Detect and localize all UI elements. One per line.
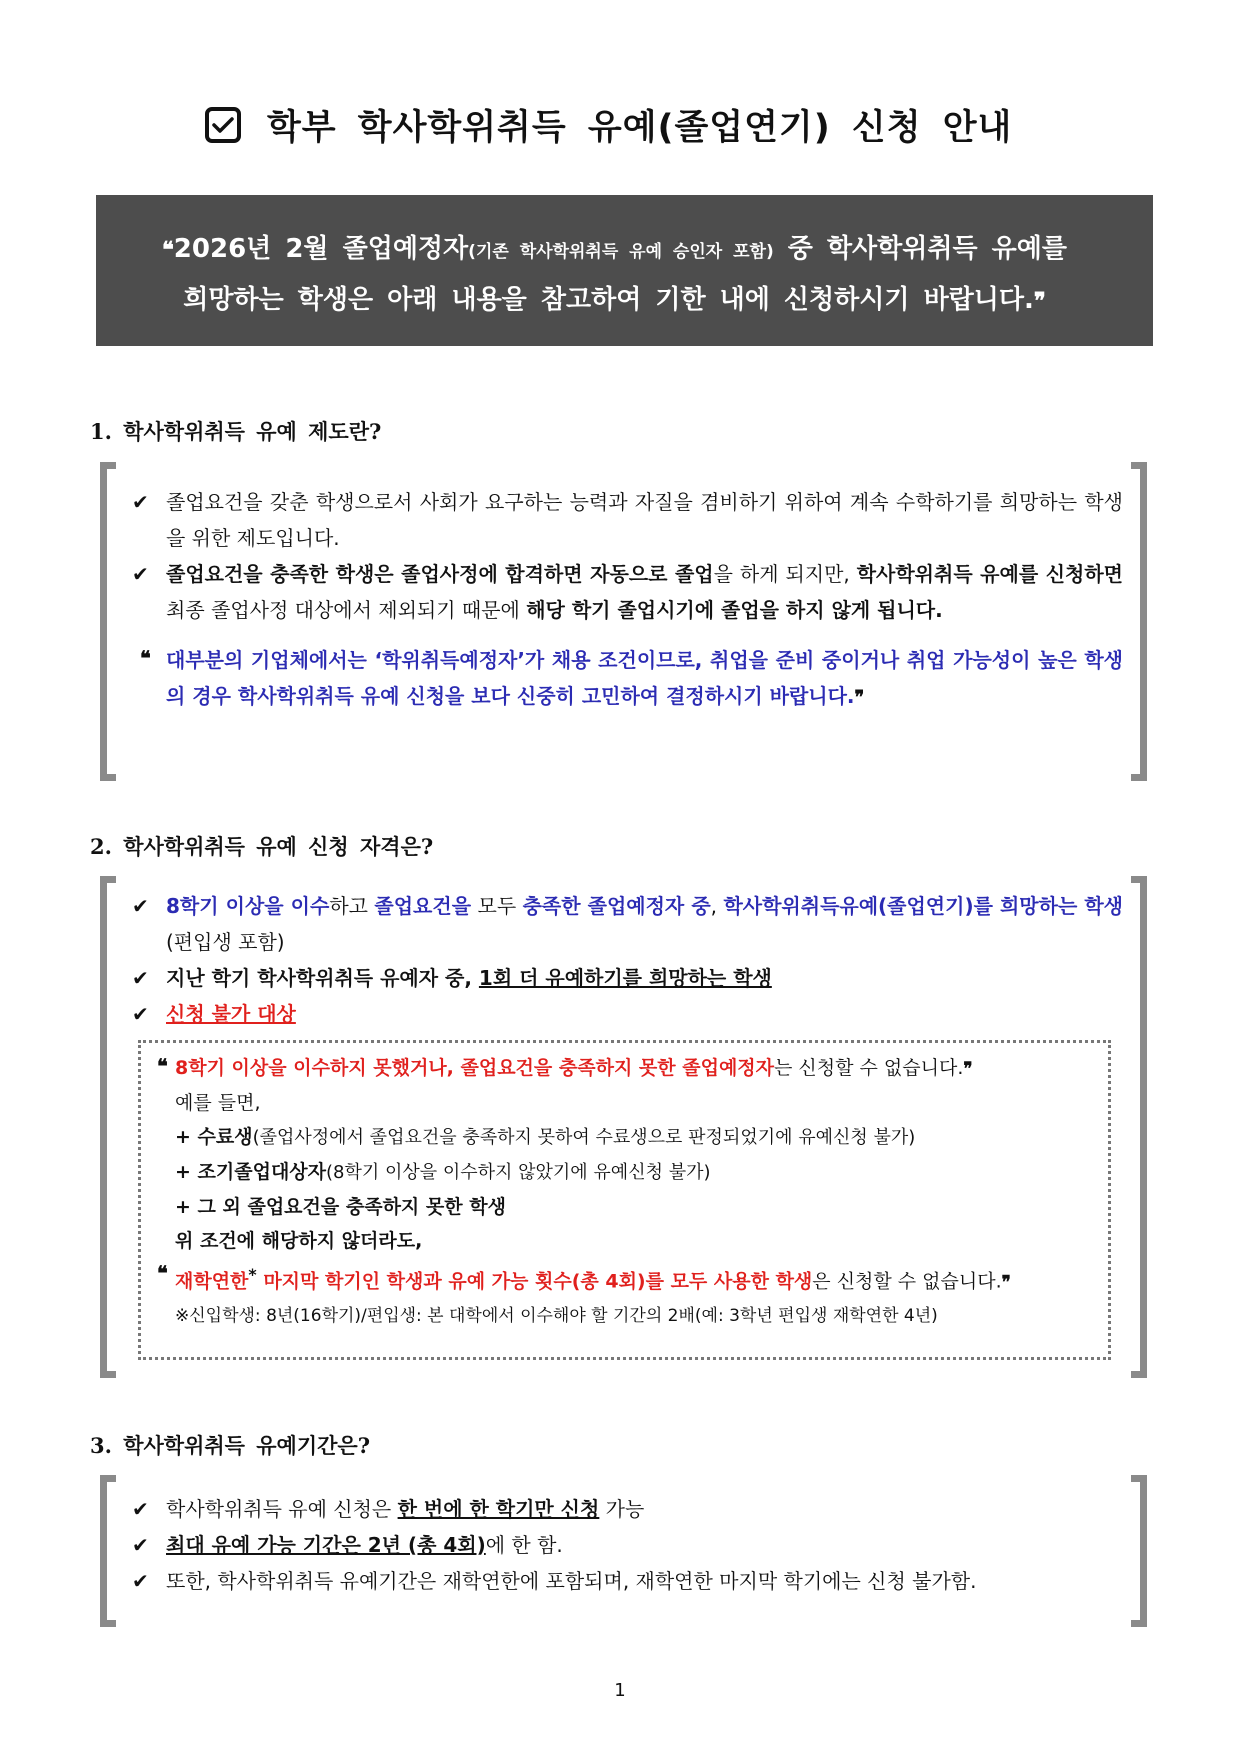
footnote: ※신입학생: 8년(16학기)/편입생: 본 대학에서 이수해야 할 기간의 2배(예: 3학년 편입생 재학연한 4년) [175,1306,938,1327]
left-bracket [100,876,116,1378]
left-bracket [100,462,116,781]
caution-note: ❝ 대부분의 기업체에서는 ‘학위취득예정자’가 채용 조건이므로, 취업을 준비 중이거나 취업 가능성이 높은 학생의 경우 학사학위취득 유예 신청을 보다 신중히 고민하여 결정하시기 바랍니다.❞ [132,642,1123,716]
check-mark-icon: ✔ [132,966,149,990]
checkbox-icon [205,107,241,143]
check-mark-icon: ✔ [132,1497,149,1521]
close-quote-icon: ❞ [854,687,865,708]
list-item: ✔ 신청 불가 대상 [132,996,1123,1032]
section-1-heading: 1. 학사학위취득 유예 제도란? [90,419,382,444]
section-2-heading: 2. 학사학위취득 유예 신청 자격은? [90,834,434,859]
ineligible-note: ❝ 8학기 이상을 이수하지 못했거나, 졸업요건을 충족하지 못한 졸업예정자는 신청할 수 없습니다.❞ [161,1051,1090,1086]
section-1-box [100,462,1147,781]
list-item: ✔ 최대 유예 가능 기간은 2년 (총 4회)에 한 함. [132,1527,1123,1563]
section-2-box [100,876,1147,1378]
check-mark-icon: ✔ [132,894,149,918]
page-title [205,95,1012,155]
title-text: 학부 학사학위취득 유예(졸업연기) 신청 안내 [267,108,1013,148]
list-item: ✔ 학사학위취득 유예 신청은 한 번에 한 학기만 신청 가능 [132,1491,1123,1527]
check-mark-icon: ✔ [132,1533,149,1557]
left-bracket [100,1475,116,1627]
list-item: ✔ 8학기 이상을 이수하고 졸업요건을 모두 충족한 졸업예정자 중, 학사학위취득유예(졸업연기)를 희망하는 학생 (편입생 포함) [132,888,1123,960]
residency-note: ❝ 재학연한* 마지막 학기인 학생과 유예 가능 횟수(총 4회)를 모두 사용한 학생은 신청할 수 없습니다.❞ [161,1258,1090,1299]
list-item: ✔ 지난 학기 학사학위취득 유예자 중, 1회 더 유예하기를 희망하는 학생 [132,960,1123,996]
open-quote-icon: ❝ [157,1054,168,1078]
right-bracket [1131,1475,1147,1627]
condition-text: 위 조건에 해당하지 않더라도, [175,1230,423,1252]
list-item: ✔ 졸업요건을 충족한 학생은 졸업사정에 합격하면 자동으로 졸업을 하게 되지만, 학사학위취득 유예를 신청하면 최종 졸업사정 대상에서 제외되기 때문에 해당 학기 졸업시기에 졸업을 하지 않게 됩니다. [132,556,1123,628]
section-3-box [100,1475,1147,1627]
example-item: + 수료생(졸업사정에서 졸업요건을 충족하지 못하여 수료생으로 판정되었기에 유예신청 불가) [175,1126,916,1148]
close-quote-icon: ❞ [963,1059,973,1079]
right-bracket [1131,876,1147,1378]
close-quote-icon: ❞ [1033,288,1046,314]
open-quote-icon: ❝ [157,1261,168,1285]
right-bracket [1131,462,1147,781]
open-quote-icon: ❝ [161,237,174,263]
example-item: + 조기졸업대상자(8학기 이상을 이수하지 않았기에 유예신청 불가) [175,1161,711,1183]
list-item: ✔ 졸업요건을 갖춘 학생으로서 사회가 요구하는 능력과 자질을 겸비하기 위하여 계속 수학하기를 희망하는 학생을 위한 제도입니다. [132,484,1123,556]
open-quote-icon: ❝ [140,646,151,670]
example-label: 예를 들면, [175,1092,261,1114]
list-item: ✔ 또한, 학사학위취득 유예기간은 재학연한에 포함되며, 재학연한 마지막 학기에는 신청 불가함. [132,1563,1123,1599]
banner-line-2: 희망하는 학생은 아래 내용을 참고하여 기한 내에 신청하시기 바랍니다.❞ [183,285,1046,315]
notice-banner [96,195,1153,346]
close-quote-icon: ❞ [1001,1272,1011,1293]
check-mark-icon: ✔ [132,1002,149,1026]
ineligible-detail-box [138,1040,1111,1360]
check-mark-icon: ✔ [132,562,149,586]
example-item: + 그 외 졸업요건을 충족하지 못한 학생 [175,1196,506,1218]
section-3-heading: 3. 학사학위취득 유예기간은? [90,1433,370,1458]
page-number: 1 [614,1680,626,1701]
check-mark-icon: ✔ [132,1569,149,1593]
banner-line-1: ❝2026년 2월 졸업예정자(기존 학사학위취득 유예 승인자 포함) 중 학사학위취득 유예를 [161,234,1068,264]
check-mark-icon: ✔ [132,490,149,514]
